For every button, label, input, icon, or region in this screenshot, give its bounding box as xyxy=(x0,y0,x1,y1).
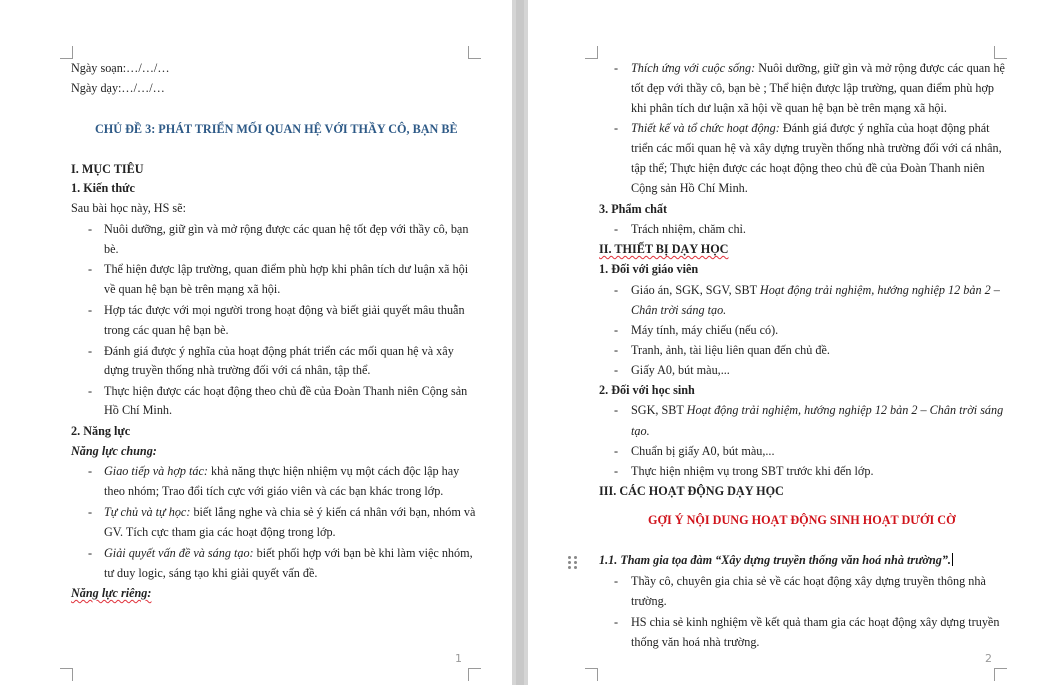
activity-item-2-cont[interactable]: thống văn hoá nhà trường. xyxy=(631,635,760,649)
teacher-item-3[interactable]: Tranh, ảnh, tài liệu liên quan đến chủ đề. xyxy=(631,343,830,357)
teacher-item-1-book: Hoạt động trải nghiệm, hướng nghiệp 12 bản 2 – xyxy=(759,283,1000,297)
bullet-dash: - xyxy=(614,574,619,588)
document-page-2[interactable] xyxy=(528,0,1038,685)
qualities-item[interactable]: Trách nhiệm, chăm chỉ. xyxy=(631,222,746,236)
crop-mark-bottom-right xyxy=(994,668,1007,681)
activity-item-1-cont[interactable]: trường. xyxy=(631,594,667,608)
competency-item-1-cont[interactable]: theo nhóm; Trao đổi tích cực với giáo viên và các bạn khác trong lớp. xyxy=(104,484,444,498)
bullet-dash: - xyxy=(88,546,93,560)
specific-item-1-label: Thích ứng với cuộc sống: xyxy=(631,61,756,75)
specific-item-1-cont2[interactable]: khi phân tích dư luận xã hội về quan hệ bạn bè trên mạng xã hội. xyxy=(631,101,947,115)
subsection-student[interactable]: 2. Đối với học sinh xyxy=(599,383,695,397)
knowledge-item-2[interactable]: Thể hiện được lập trường, quan điểm phù hợp khi phân tích dư luận xã hội xyxy=(104,262,469,276)
student-item-3[interactable]: Thực hiện nhiệm vụ trong SBT trước khi đến lớp. xyxy=(631,464,874,478)
bullet-dash: - xyxy=(88,464,93,478)
activity-red-title[interactable]: GỢI Ý NỘI DUNG HOẠT ĐỘNG SINH HOẠT DƯỚI CỜ xyxy=(648,513,956,527)
subsection-knowledge[interactable]: 1. Kiến thức xyxy=(71,181,135,195)
bullet-dash: - xyxy=(88,384,93,398)
specific-item-1-cont[interactable]: tốt đẹp với thầy cô, bạn bè ; Thể hiện được lập trường, quan điểm phù hợp xyxy=(631,81,995,95)
page-number-2: 2 xyxy=(985,652,992,665)
specific-item-1[interactable] xyxy=(631,58,1005,78)
knowledge-item-4-cont[interactable]: dựng truyền thống nhà trường đối với cá nhân, tập thể. xyxy=(104,363,371,377)
drag-handle-icon[interactable] xyxy=(568,556,578,570)
crop-mark-bottom-right xyxy=(468,668,481,681)
bullet-dash: - xyxy=(614,222,619,236)
specific-item-2-cont3[interactable]: Cộng sản Hồ Chí Minh. xyxy=(631,181,748,195)
doc-title[interactable]: CHỦ ĐỀ 3: PHÁT TRIỂN MỐI QUAN HỆ VỚI THẦY CÔ, BẠN BÈ xyxy=(95,122,458,136)
specific-competency-label[interactable]: Năng lực riêng: xyxy=(71,586,152,600)
competency-item-2[interactable] xyxy=(104,502,475,522)
specific-item-2-text: Đánh giá được ý nghĩa của hoạt động phát xyxy=(779,121,990,135)
page-number-1: 1 xyxy=(455,652,462,665)
competency-item-3-text: biết phối hợp với bạn bè khi làm việc nhóm, xyxy=(253,546,473,560)
page-gap xyxy=(512,0,528,685)
general-competency-label[interactable]: Năng lực chung: xyxy=(71,444,157,458)
competency-item-2-text: biết lắng nghe và chia sẻ ý kiến cá nhân với bạn, nhóm và xyxy=(190,505,476,519)
intro-text[interactable]: Sau bài học này, HS sẽ: xyxy=(71,201,186,215)
knowledge-item-2-cont[interactable]: về quan hệ bạn bè trên mạng xã hội. xyxy=(104,282,281,296)
grip-dot xyxy=(568,561,571,564)
crop-mark-top-left xyxy=(585,46,598,59)
bullet-dash: - xyxy=(614,323,619,337)
bullet-dash: - xyxy=(614,403,619,417)
bullet-dash: - xyxy=(614,283,619,297)
document-page-1[interactable] xyxy=(0,0,512,685)
text-cursor xyxy=(952,553,954,566)
competency-item-3-label: Giải quyết vấn đề và sáng tạo: xyxy=(104,546,254,560)
knowledge-item-5[interactable]: Thực hiện được các hoạt động theo chủ đề của Đoàn Thanh niên Cộng sản xyxy=(104,384,468,398)
bullet-dash: - xyxy=(614,464,619,478)
section-activities[interactable]: III. CÁC HOẠT ĐỘNG DẠY HỌC xyxy=(599,484,784,498)
competency-item-3-cont[interactable]: tư duy logic, sáng tạo khi giải quyết vấn đề. xyxy=(104,566,318,580)
grip-dot xyxy=(574,566,577,569)
crop-mark-bottom-left xyxy=(60,668,73,681)
bullet-dash: - xyxy=(614,363,619,377)
competency-item-3[interactable] xyxy=(104,543,473,563)
activity-item-2[interactable]: HS chia sẻ kinh nghiệm về kết quả tham gia các hoạt động xây dựng truyền xyxy=(631,615,1000,629)
teacher-item-1-cont[interactable]: Chân trời sáng tạo. xyxy=(631,303,727,317)
bullet-dash: - xyxy=(88,505,93,519)
knowledge-item-1[interactable]: Nuôi dưỡng, giữ gìn và mở rộng được các quan hệ tốt đẹp với thầy cô, bạn xyxy=(104,222,469,236)
bullet-dash: - xyxy=(88,303,93,317)
specific-item-2-cont[interactable]: triển các mối quan hệ và xây dựng truyền thống nhà trường đối với cá nhân, xyxy=(631,141,1002,155)
activity-1-1-text: 1.1. Tham gia tọa đàm “Xây dựng truyền thống văn hoá nhà trường”. xyxy=(599,553,951,567)
student-item-1-text: SGK, SBT xyxy=(631,403,687,417)
specific-item-2-cont2[interactable]: tập thể; Thực hiện được các hoạt động theo chủ đề của Đoàn Thanh niên xyxy=(631,161,985,175)
competency-item-1-text: khả năng thực hiện nhiệm vụ một cách độc lập hay xyxy=(207,464,460,478)
grip-dot xyxy=(568,566,571,569)
student-item-2[interactable]: Chuẩn bị giấy A0, bút màu,... xyxy=(631,444,775,458)
subsection-qualities[interactable]: 3. Phẩm chất xyxy=(599,202,668,216)
knowledge-item-3[interactable]: Hợp tác được với mọi người trong hoạt động và biết giải quyết mâu thuẫn xyxy=(104,303,465,317)
bullet-dash: - xyxy=(614,61,619,75)
date-prepared[interactable]: Ngày soạn:…/…/… xyxy=(71,61,170,75)
gap-bar xyxy=(516,0,524,685)
teacher-item-2[interactable]: Máy tính, máy chiếu (nếu có). xyxy=(631,323,779,337)
crop-mark-top-right xyxy=(468,46,481,59)
activity-item-1[interactable]: Thầy cô, chuyên gia chia sẻ về các hoạt động xây dựng truyền thông nhà xyxy=(631,574,986,588)
bullet-dash: - xyxy=(614,343,619,357)
specific-item-1-text: Nuôi dưỡng, giữ gìn và mở rộng được các quan hệ xyxy=(755,61,1005,75)
competency-item-1[interactable] xyxy=(104,461,459,481)
knowledge-item-4[interactable]: Đánh giá được ý nghĩa của hoạt động phát triển các mối quan hệ và xây xyxy=(104,344,454,358)
subsection-teacher[interactable]: 1. Đối với giáo viên xyxy=(599,262,699,276)
crop-mark-bottom-left xyxy=(585,668,598,681)
section-objectives[interactable]: I. MỤC TIÊU xyxy=(71,162,144,176)
subsection-competency[interactable]: 2. Năng lực xyxy=(71,424,131,438)
section-equipment[interactable]: II. THIẾT BỊ DẠY HỌC xyxy=(599,242,729,256)
grip-dot xyxy=(574,561,577,564)
bullet-dash: - xyxy=(614,121,619,135)
date-taught[interactable]: Ngày dạy:…/…/… xyxy=(71,81,165,95)
activity-1-1[interactable] xyxy=(599,550,953,570)
knowledge-item-5-cont[interactable]: Hồ Chí Minh. xyxy=(104,403,173,417)
grip-dot xyxy=(568,556,571,559)
bullet-dash: - xyxy=(614,615,619,629)
competency-item-2-label: Tự chủ và tự học: xyxy=(104,505,191,519)
grip-dot xyxy=(574,556,577,559)
teacher-item-1-text: Giáo án, SGK, SGV, SBT xyxy=(631,283,760,297)
bullet-dash: - xyxy=(88,262,93,276)
bullet-dash: - xyxy=(88,222,93,236)
student-item-1-book: Hoạt động trải nghiệm, hướng nghiệp 12 bản 2 – Chân trời sáng xyxy=(686,403,1004,417)
student-item-1-cont[interactable]: tạo. xyxy=(631,424,650,438)
specific-item-2[interactable] xyxy=(631,118,990,138)
knowledge-item-1-cont[interactable]: bè. xyxy=(104,242,119,256)
competency-item-2-cont[interactable]: GV. Tích cực tham gia các hoạt động trong lớp. xyxy=(104,525,336,539)
teacher-item-1[interactable] xyxy=(631,280,1000,300)
competency-item-1-label: Giao tiếp và hợp tác: xyxy=(104,464,208,478)
specific-item-2-label: Thiết kế và tổ chức hoạt động: xyxy=(631,121,780,135)
bullet-dash: - xyxy=(614,444,619,458)
bullet-dash: - xyxy=(88,344,93,358)
student-item-1[interactable] xyxy=(631,400,1003,420)
knowledge-item-3-cont[interactable]: trong các quan hệ bạn bè. xyxy=(104,323,229,337)
teacher-item-4[interactable]: Giấy A0, bút màu,... xyxy=(631,363,730,377)
